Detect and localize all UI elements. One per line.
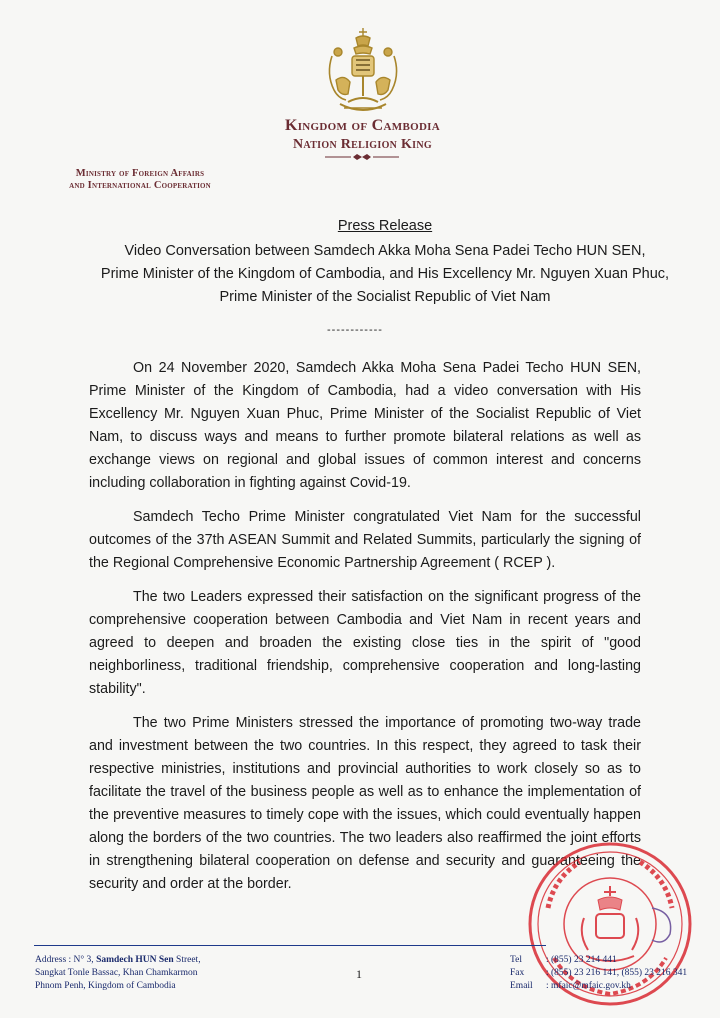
letterhead-kingdom: [230, 117, 495, 154]
tel-value: : (855) 23 214 441: [546, 955, 617, 965]
ministry-line-1: Ministry of Foreign Affairs: [75, 168, 205, 179]
footer-address: [35, 954, 295, 993]
tel-label: Tel: [510, 955, 522, 965]
address-prefix: Address : N° 3,: [35, 955, 97, 965]
subtitle-line-3: Prime Minister of the Socialist Republic of Viet Nam: [219, 289, 551, 305]
motto-ornament: [325, 153, 399, 161]
release-title-block: [60, 217, 710, 309]
section-divider: ------------: [327, 324, 383, 336]
address-line-2: Sangkat Tonle Bassac, Khan Chamkarmon: [35, 968, 198, 978]
national-motto: Nation Religion King: [293, 137, 432, 152]
ministry-name: [35, 168, 245, 192]
paragraph-1: On 24 November 2020, Samdech Akka Moha Sena Padei Techo HUN SEN, Prime Minister of the Kingdom of Cambodia, had a video conversation with His Excellency Mr. Nguyen Xuan Phuc, Prime Minister of the Socialist Republic of Viet Nam, to discuss ways and means to further promote bilateral relations as well as exchange views on regional and global issues of common interest and concerns including collaboration in fighting against Covid-19.: [89, 360, 641, 491]
kingdom-name: Kingdom of Cambodia: [284, 117, 441, 134]
footer-rule: [34, 945, 546, 946]
release-body: [89, 357, 641, 907]
royal-arms-emblem: [318, 24, 408, 116]
address-line-1: [35, 954, 295, 967]
email-label: Email: [510, 981, 533, 991]
fax-label: Fax: [510, 968, 525, 978]
fax-value: : (855) 23 216 141, (855) 23 216 341: [546, 968, 688, 978]
ministry-line-2: and International Cooperation: [69, 180, 211, 191]
paragraph-4: The two Prime Ministers stressed the importance of promoting two-way trade and investment between the two countries. In this respect, they agreed to task their respective ministries, institutions and provincial authorities to work closely so as to facilitate the travel of the business people as well as to enhance the implementation of the preventive measures to timely cope with the issues, which could eventually happen along the borders of the two countries. The two leaders also reaffirmed the joint efforts in strengthening bilateral cooperation on defense and security and guaranteeing the security and order at the border.: [89, 715, 641, 892]
address-line-3: Phnom Penh, Kingdom of Cambodia: [35, 981, 176, 991]
email-value: : mfaic@mfaic.gov.kh: [546, 981, 631, 991]
address-suffix: Street,: [173, 955, 201, 965]
footer-contacts: [510, 954, 715, 993]
paragraph-3: The two Leaders expressed their satisfaction on the significant progress of the comprehensive cooperation between Cambodia and Viet Nam in recent years and agreed to deepen and broaden the existing close ties in the spirit of "good neighborliness, traditional friendship, comprehensive cooperation and long-lasting stability".: [89, 589, 641, 697]
press-release-label: Press Release: [337, 218, 433, 234]
tel-row: [510, 954, 715, 967]
subtitle-line-2: Prime Minister of the Kingdom of Cambodia, and His Excellency Mr. Nguyen Xuan Phuc,: [100, 266, 670, 282]
address-street: Samdech HUN Sen: [96, 955, 174, 965]
email-row: [510, 980, 715, 993]
paragraph-2: Samdech Techo Prime Minister congratulated Viet Nam for the successful outcomes of the 37th ASEAN Summit and Related Summits, particularly the signing of the Regional Comprehensive Economic Partnership Agreement ( RCEP ).: [89, 509, 641, 571]
subtitle-line-1: Video Conversation between Samdech Akka Moha Sena Padei Techo HUN SEN,: [124, 243, 646, 259]
fax-row: [510, 967, 715, 980]
page-number: 1: [356, 967, 362, 981]
